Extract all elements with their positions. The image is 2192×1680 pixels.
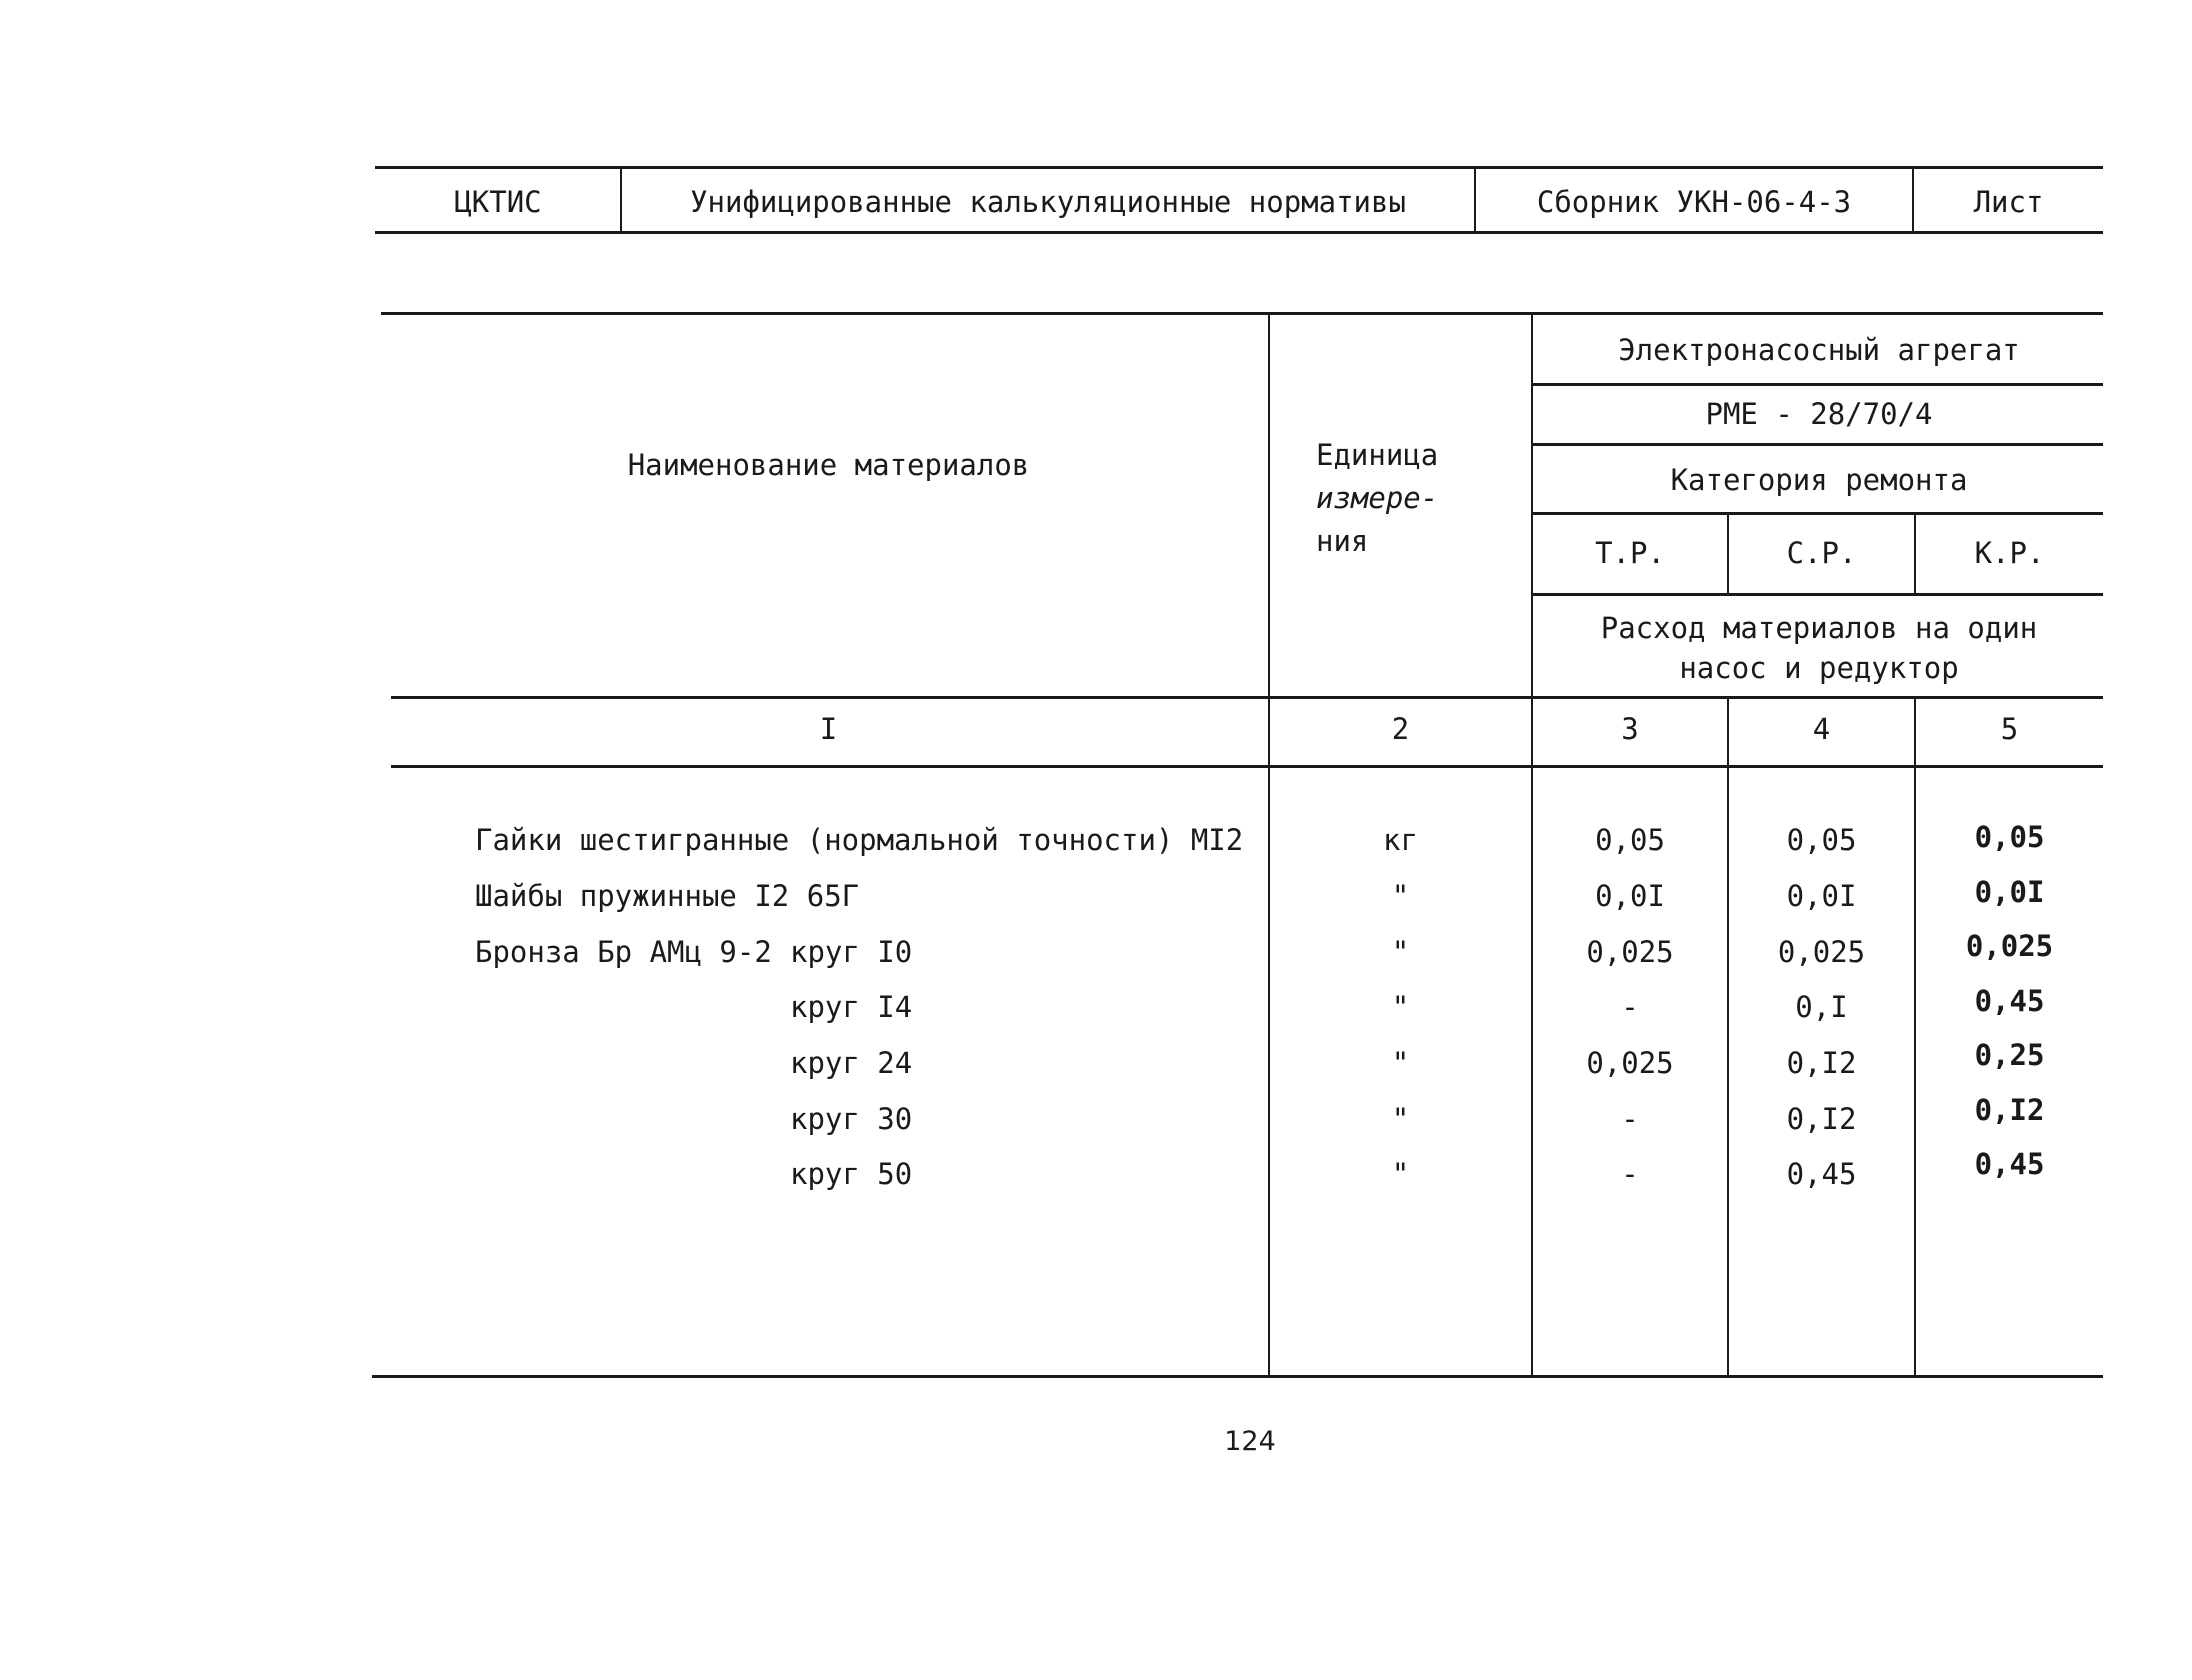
row-name: Шайбы пружинные I2 65Г xyxy=(475,879,860,913)
colnum-top-rule xyxy=(391,696,2103,699)
row-sr: 0,0I xyxy=(1786,879,1857,913)
col2-header-line1: Единица xyxy=(1316,438,1439,472)
header-divider-3 xyxy=(1912,166,1914,232)
row-kr: 0,25 xyxy=(1974,1038,2045,1072)
consumption-header-line1: Расход материалов на один xyxy=(1600,611,2038,645)
row-tr: 0,025 xyxy=(1586,935,1674,969)
page-number: 124 xyxy=(1224,1426,1276,1457)
row-kr: 0,05 xyxy=(1974,820,2045,854)
row-sr: 0,05 xyxy=(1786,823,1857,857)
row-unit: " xyxy=(1391,935,1410,969)
row-kr: 0,45 xyxy=(1974,984,2045,1018)
row-name: Гайки шестигранные (нормальной точности) МI2 xyxy=(475,823,1244,857)
row-tr: - xyxy=(1621,1102,1639,1136)
row-unit: " xyxy=(1391,879,1410,913)
group-rule-4 xyxy=(1533,593,2103,596)
group-rule-2 xyxy=(1533,443,2103,446)
row-tr: 0,05 xyxy=(1595,823,1665,857)
row-kr: 0,0I xyxy=(1974,875,2045,909)
row-sub: круг I4 xyxy=(790,990,913,1024)
row-tr: 0,0I xyxy=(1595,879,1665,913)
group-rule-1 xyxy=(1533,383,2103,386)
header-divider-1 xyxy=(620,166,622,232)
row-tr: - xyxy=(1621,990,1639,1024)
model-header: РМЕ - 28/70/4 xyxy=(1705,397,1933,431)
header-divider-2 xyxy=(1474,166,1476,232)
consumption-header-line2: насос и редуктор xyxy=(1679,651,1959,685)
row-sub: круг 50 xyxy=(790,1157,913,1191)
row-unit: " xyxy=(1391,990,1410,1024)
row-sr: 0,45 xyxy=(1786,1157,1857,1191)
header-title: Унифицированные калькуляционные нормативы xyxy=(690,185,1406,219)
colnum-3: 3 xyxy=(1621,712,1639,746)
group-rule-3 xyxy=(1533,512,2103,515)
repair-type-kr: К.Р. xyxy=(1974,536,2045,570)
table-top-rule xyxy=(381,312,2103,315)
col2-header-line2: измере- xyxy=(1316,481,1439,515)
row-sr: 0,I2 xyxy=(1786,1102,1857,1136)
row-unit: " xyxy=(1391,1102,1410,1136)
repair-type-tr: Т.Р. xyxy=(1595,536,1665,570)
row-tr: 0,025 xyxy=(1586,1046,1674,1080)
header-org: ЦКТИС xyxy=(454,185,542,219)
table-bottom-rule xyxy=(372,1375,2103,1378)
header-sheet: Лист xyxy=(1973,185,2044,219)
row-name: Бронза Бр АМц 9-2 xyxy=(475,935,772,969)
header-bottom-rule xyxy=(375,231,2103,234)
header-collection: Сборник УКН-06-4-3 xyxy=(1536,185,1852,219)
row-sr: 0,I2 xyxy=(1786,1046,1857,1080)
row-kr: 0,45 xyxy=(1974,1147,2045,1181)
repair-category-header: Категория ремонта xyxy=(1670,463,1968,497)
row-unit: " xyxy=(1391,1046,1410,1080)
colnum-4: 4 xyxy=(1812,712,1831,746)
row-unit: " xyxy=(1391,1157,1410,1191)
row-sr: 0,025 xyxy=(1777,935,1866,969)
row-sr: 0,I xyxy=(1795,990,1848,1024)
colnum-5: 5 xyxy=(2000,712,2019,746)
col-divider-4b xyxy=(1914,697,1916,1377)
row-sub: круг 24 xyxy=(790,1046,913,1080)
colnum-bottom-rule xyxy=(391,765,2103,768)
col1-header: Наименование материалов xyxy=(627,448,1030,482)
row-kr: 0,I2 xyxy=(1974,1093,2045,1127)
row-sub: круг 30 xyxy=(790,1102,913,1136)
col-divider-3b xyxy=(1727,697,1729,1377)
group-header: Электронасосный агрегат xyxy=(1618,333,2020,367)
colnum-1: I xyxy=(819,712,838,746)
row-unit: кг xyxy=(1383,823,1418,857)
row-sub: круг I0 xyxy=(790,935,913,969)
row-kr: 0,025 xyxy=(1965,929,2054,963)
row-tr: - xyxy=(1621,1157,1639,1191)
header-top-rule xyxy=(375,166,2103,169)
col2-header-line3: ния xyxy=(1316,524,1369,558)
colnum-2: 2 xyxy=(1391,712,1410,746)
repair-type-sr: С.Р. xyxy=(1786,536,1857,570)
